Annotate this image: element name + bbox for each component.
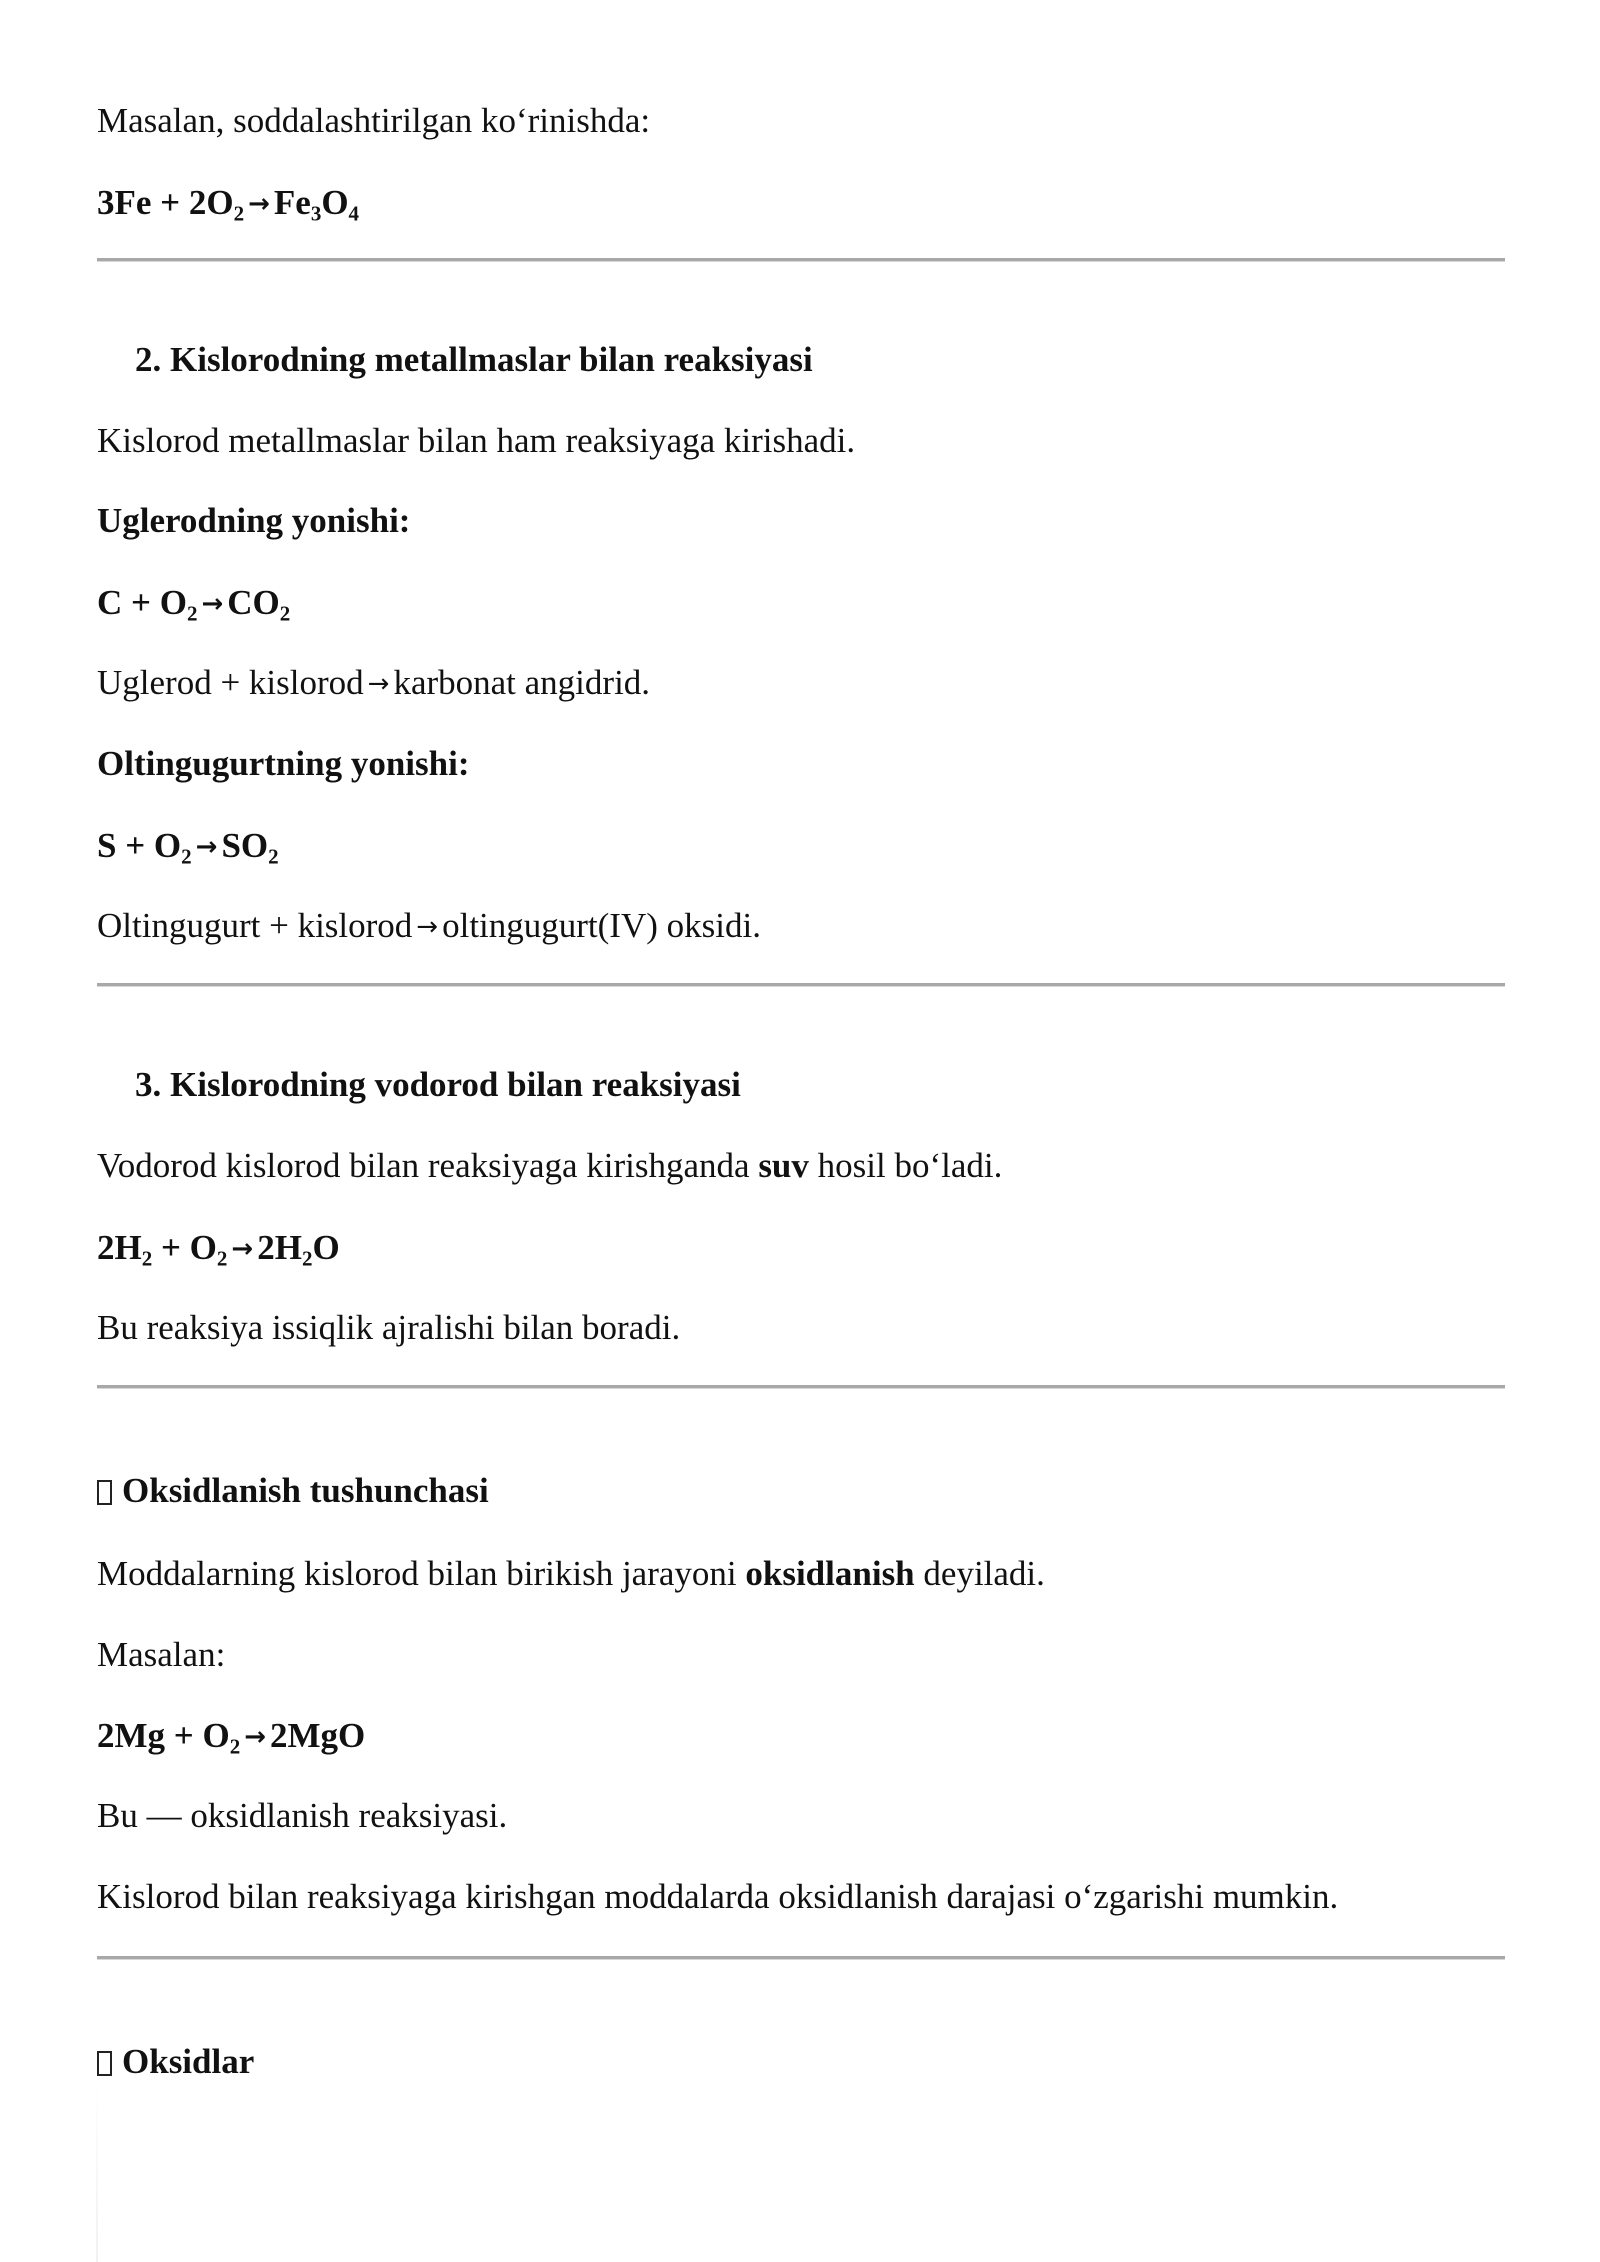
intro-text: Masalan, soddalashtirilgan ko‘rinishda: (97, 101, 651, 140)
hydrogen-intro: Vodorod kislorod bilan reaksiyaga kirishganda suv hosil bo‘ladi. (97, 1146, 1003, 1185)
horizontal-divider (97, 983, 1505, 987)
section-heading-oxidation: Oksidlanish tushunchasi (97, 1469, 489, 1513)
bold-term-oxidation: oksidlanish (745, 1554, 915, 1593)
section-heading-nonmetals: 2. Kislorodning metallmaslar bilan reaksiyasi (135, 340, 813, 379)
horizontal-divider (97, 258, 1505, 262)
arrow-icon: → (244, 1722, 266, 1752)
arrow-icon: → (367, 669, 390, 699)
equation-sulfur-burning: $S + O_2 \to SO_2$ (97, 826, 279, 869)
water-formation-note: Bu reaksiya issiqlik ajralishi bilan boradi. (97, 1308, 681, 1347)
horizontal-divider (97, 1385, 1505, 1389)
equation-magnesium-oxidation: $2Mg + O_2 \to 2MgO$ (97, 1716, 366, 1759)
arrow-icon: → (231, 1234, 254, 1264)
oxidation-state-note: Kislorod bilan reaksiyaga kirishgan moddalarda oksidlanish darajasi o‘zgarishi mumkin. (97, 1877, 1339, 1916)
missing-glyph-icon (97, 2051, 112, 2076)
arrow-icon: → (201, 589, 224, 619)
example-label: Masalan: (97, 1635, 226, 1674)
arrow-icon: → (248, 189, 270, 219)
sulfur-burning-description: Oltingugurt + kislorod → oltingugurt(IV) oksidi. (97, 906, 761, 945)
missing-glyph-icon (97, 1480, 112, 1505)
section-heading-hydrogen: 3. Kislorodning vodorod bilan reaksiyasi (135, 1065, 741, 1104)
sulfur-burning-title: Oltingugurtning yonishi: (97, 744, 470, 783)
horizontal-divider (97, 1956, 1505, 1960)
oxidation-reaction-description: Bu — oksidlanish reaksiyasi. (97, 1796, 508, 1835)
equation-carbon-burning: $C + O_2 \to CO_2$ (97, 583, 291, 626)
carbon-burning-title: Uglerodning yonishi: (97, 501, 411, 540)
section-heading-oxides: Oksidlar (97, 2040, 254, 2084)
nonmetals-intro: Kislorod metallmaslar bilan ham reaksiyaga kirishadi. (97, 421, 856, 460)
arrow-icon: → (416, 912, 439, 942)
carbon-burning-description: Uglerod + kislorod → karbonat angidrid. (97, 663, 651, 702)
document-page (97, 0, 1505, 2262)
oxidation-definition: Moddalarning kislorod bilan birikish jarayoni oksidlanish deyiladi. (97, 1554, 1045, 1593)
equation-iron-oxidation: $3Fe + 2O_2 \to Fe_3O_4$ (97, 183, 360, 226)
equation-water-formation: $2H_2 + O_2 \to 2H_2O$ (97, 1228, 340, 1271)
bold-term-water: suv (758, 1146, 809, 1185)
arrow-icon: → (195, 832, 218, 862)
